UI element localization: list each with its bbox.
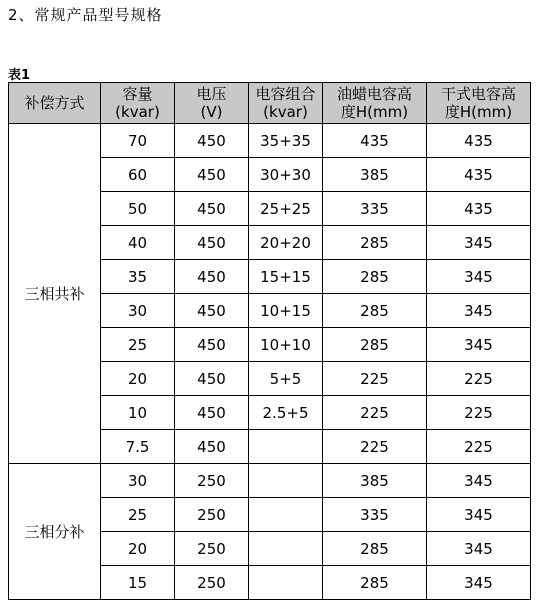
oil-wax-height-cell: 225 [323, 430, 427, 464]
capacity-cell: 20 [101, 532, 175, 566]
oil-wax-height-cell: 285 [323, 294, 427, 328]
voltage-cell: 450 [175, 158, 249, 192]
capacity-cell: 25 [101, 328, 175, 362]
combination-cell: 30+30 [249, 158, 323, 192]
combination-cell [249, 498, 323, 532]
spec-table [8, 82, 531, 600]
combination-cell: 10+15 [249, 294, 323, 328]
oil-wax-height-cell: 385 [323, 158, 427, 192]
combination-cell: 35+35 [249, 124, 323, 158]
voltage-cell: 450 [175, 192, 249, 226]
combination-cell: 20+20 [249, 226, 323, 260]
header-oil-wax-height: 油蜡电容高 度H(mm) [323, 83, 427, 124]
combination-cell: 15+15 [249, 260, 323, 294]
voltage-cell: 450 [175, 430, 249, 464]
voltage-cell: 250 [175, 498, 249, 532]
voltage-cell: 450 [175, 124, 249, 158]
combination-cell: 5+5 [249, 362, 323, 396]
voltage-cell: 450 [175, 362, 249, 396]
oil-wax-height-cell: 285 [323, 532, 427, 566]
header-compensation: 补偿方式 [9, 83, 101, 124]
capacity-cell: 7.5 [101, 430, 175, 464]
table-header [9, 83, 531, 124]
capacity-cell: 60 [101, 158, 175, 192]
combination-cell: 2.5+5 [249, 396, 323, 430]
dry-height-cell: 435 [427, 192, 531, 226]
combination-cell [249, 566, 323, 600]
dry-height-cell: 225 [427, 362, 531, 396]
header-dry-height: 干式电容高 度H(mm) [427, 83, 531, 124]
combination-cell: 25+25 [249, 192, 323, 226]
oil-wax-height-cell: 335 [323, 192, 427, 226]
oil-wax-height-cell: 335 [323, 498, 427, 532]
capacity-cell: 70 [101, 124, 175, 158]
oil-wax-height-cell: 385 [323, 464, 427, 498]
capacity-cell: 40 [101, 226, 175, 260]
oil-wax-height-cell: 225 [323, 362, 427, 396]
combination-cell [249, 464, 323, 498]
oil-wax-height-cell: 285 [323, 226, 427, 260]
voltage-cell: 450 [175, 328, 249, 362]
dry-height-cell: 345 [427, 328, 531, 362]
dry-height-cell: 345 [427, 498, 531, 532]
voltage-cell: 450 [175, 260, 249, 294]
dry-height-cell: 345 [427, 464, 531, 498]
oil-wax-height-cell: 285 [323, 260, 427, 294]
capacity-cell: 50 [101, 192, 175, 226]
voltage-cell: 250 [175, 566, 249, 600]
compensation-group-cell: 三相共补 [9, 124, 101, 464]
compensation-group-cell: 三相分补 [9, 464, 101, 600]
voltage-cell: 250 [175, 532, 249, 566]
oil-wax-height-cell: 225 [323, 396, 427, 430]
table-caption: 表1 [8, 68, 31, 83]
dry-height-cell: 225 [427, 430, 531, 464]
combination-cell: 10+10 [249, 328, 323, 362]
capacity-cell: 20 [101, 362, 175, 396]
table-body [9, 124, 531, 600]
voltage-cell: 450 [175, 226, 249, 260]
table-row [9, 464, 531, 498]
capacity-cell: 30 [101, 464, 175, 498]
dry-height-cell: 225 [427, 396, 531, 430]
section-heading: 2、常规产品型号规格 [8, 6, 163, 24]
header-combination: 电容组合 (kvar) [249, 83, 323, 124]
capacity-cell: 30 [101, 294, 175, 328]
capacity-cell: 25 [101, 498, 175, 532]
oil-wax-height-cell: 285 [323, 328, 427, 362]
capacity-cell: 10 [101, 396, 175, 430]
capacity-cell: 35 [101, 260, 175, 294]
voltage-cell: 450 [175, 294, 249, 328]
dry-height-cell: 345 [427, 566, 531, 600]
voltage-cell: 450 [175, 396, 249, 430]
oil-wax-height-cell: 435 [323, 124, 427, 158]
header-voltage: 电压 (V) [175, 83, 249, 124]
dry-height-cell: 345 [427, 260, 531, 294]
dry-height-cell: 345 [427, 532, 531, 566]
table-row [9, 124, 531, 158]
header-row [9, 83, 531, 124]
dry-height-cell: 435 [427, 158, 531, 192]
dry-height-cell: 435 [427, 124, 531, 158]
combination-cell [249, 532, 323, 566]
oil-wax-height-cell: 285 [323, 566, 427, 600]
dry-height-cell: 345 [427, 294, 531, 328]
voltage-cell: 250 [175, 464, 249, 498]
capacity-cell: 15 [101, 566, 175, 600]
header-capacity: 容量 (kvar) [101, 83, 175, 124]
combination-cell [249, 430, 323, 464]
dry-height-cell: 345 [427, 226, 531, 260]
